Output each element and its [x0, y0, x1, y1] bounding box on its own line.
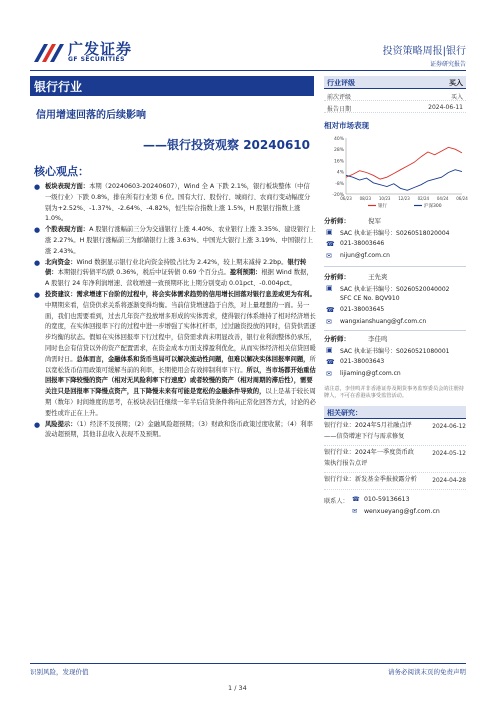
- x-tick-label: 10/23: [378, 196, 391, 201]
- analyst-role: 分析师：: [324, 217, 350, 225]
- point-lead: 板块表现方面：: [45, 183, 90, 190]
- report-subtype: 证券研究报告: [429, 61, 466, 68]
- gf-logo-icon: [30, 40, 66, 66]
- analyst-cert: SAC 执业证书编号：S0260518020004: [340, 230, 450, 237]
- related-date: 2024-05-12: [432, 451, 466, 457]
- right-column: [324, 76, 466, 524]
- contact-note: 请注意，李佳鸣并非香港证券及期货事务监察委员会的注册持牌人，不可在香港从事受监管活动。: [324, 386, 465, 399]
- point-board-performance: [34, 182, 316, 225]
- footer-slogan: 识别风险，发现价值: [30, 668, 89, 676]
- rating-label: 行业评级: [327, 79, 355, 87]
- related-heading: [324, 406, 466, 419]
- x-tick-label: 06/23: [340, 196, 352, 201]
- rating-row-date: [324, 101, 466, 113]
- series-title: ——银行投资观察 20240610: [143, 138, 310, 152]
- kv-key: 报告日期: [327, 106, 352, 113]
- relative-performance-chart: [324, 134, 466, 212]
- y-tick-label: 4%: [336, 170, 344, 176]
- bullet-icon: ●: [34, 226, 41, 235]
- point-highlight: 所以，当市场都开始重估回报率下降较慢的资产（相对无风险利率下行速度）或者较慢的资产（相对周期的滞后性），需要关注只是回报率下降慢点资产，且下降慢未来有可能是宽松的金融条件导致的，: [45, 366, 316, 396]
- page-number: 1 / 34: [228, 684, 247, 692]
- rating-value: 买入: [449, 79, 463, 87]
- phone-icon: ☎: [326, 240, 335, 248]
- analyst-sfc: SFC CE No. BQV910: [340, 295, 400, 302]
- report-type: 投资策略周报|银行: [382, 46, 466, 57]
- core-body: [34, 182, 316, 441]
- point-text: 中期期来看，信贷供求关系将逐渐变得均衡。当前信贷增速趋于自然，对上量理想的一面。另一面，我们也需要看到，过去几年资产投放增多形成的实体需求，使得银行体系维持了相对经济增长的宽度，在实体回报率下行的过程中进一步增强了实体杠杆率，过过融资投放的同时，信贷供需逐步均衡的状态。假如在实体回报率下行过程中，信贷需求尚未明显改善，银行业利润整体仍承压，同时也会有信贷以外的资产配置需求，在资金成本方面支撑盈利优化，从而实体经济相关信贷回暖尚需时日。: [45, 301, 316, 363]
- contact-label: 联系人：: [324, 497, 349, 505]
- point-text: 本期（20240603-20240607），Wind 全 A 下跌 2.1%，银行板块整体（中信一级行业）下跌 0.8%，排在所有行业第 6 位。国有大行、股份行、城商行、农商行变动幅度分别为+2.52%、-1.37%、-2.64%、-4.82%，恒生综合指数上涨 1.5%，H 股银行指数上涨 1.0%。: [45, 183, 311, 223]
- x-tick-label: 12/23: [398, 196, 410, 201]
- contact-person: [324, 494, 466, 524]
- rating-header: [324, 76, 466, 89]
- analyst-role: 分析师：: [324, 335, 350, 343]
- logo-english: GF SECURITIES: [68, 56, 125, 63]
- point-text: 所以宽松货币信用政策可缓解当前的利率，长期使用会有效抑制利率下行。: [45, 355, 316, 374]
- analyst-card-3: [324, 334, 466, 384]
- related-heading-label: 相关研究：: [327, 409, 362, 417]
- point-lead: 风险提示：: [45, 420, 77, 428]
- separator: [324, 266, 466, 267]
- point-text: Wind 数据显示银行业北向资金持股占比为 2.42%，较上期末减持 2.2bp。: [76, 258, 288, 266]
- kv-value: 买入: [450, 94, 463, 101]
- bullet-icon: ●: [34, 420, 41, 429]
- industry-banner: 银行行业: [30, 76, 314, 96]
- header-divider: [30, 70, 466, 71]
- phone-icon: ☎: [352, 495, 360, 503]
- related-title[interactable]: 银行行业：新发基金季报披露分析: [324, 476, 417, 483]
- email-icon: ✉: [352, 507, 358, 515]
- series-line-银行: [346, 147, 462, 179]
- analyst-phone: 021-38003646: [340, 240, 385, 247]
- footer-divider: [30, 663, 466, 664]
- related-date: 2024-06-12: [432, 424, 466, 430]
- point-text: 本期银行转债平均跌 0.36%，税后中证转债 0.69 个百分点。: [57, 269, 230, 277]
- point-lead: 个股表现方面：: [45, 226, 90, 234]
- y-tick-label: 16%: [333, 159, 344, 165]
- point-investment-advice: [34, 290, 316, 420]
- legend-label: 银行: [378, 204, 387, 209]
- y-tick-label: -8%: [335, 181, 344, 187]
- point-lead: 北向资金：: [45, 258, 77, 266]
- analyst-name: 李佳鸣: [368, 335, 388, 343]
- core-heading: 核心观点：: [34, 165, 89, 178]
- x-tick-label: 04/24: [436, 196, 449, 201]
- y-tick-label: -20%: [332, 193, 344, 198]
- bullet-icon: ●: [34, 183, 41, 191]
- certificate-icon: ▣: [326, 228, 333, 236]
- analyst-name: 王先爽: [368, 273, 388, 281]
- email-icon: ✉: [326, 318, 332, 326]
- analyst-role: 分析师：: [324, 273, 350, 281]
- point-risk: [34, 420, 316, 442]
- point-text: A 股银行涨幅前三分为交通银行上涨 4.40%、农业银行上涨 3.35%、建设银行上涨 2.27%。H 股银行涨幅前三为邮储银行上涨 3.63%、中国光大银行上涨 3.19%、中国银行上涨 2.43%。: [45, 226, 316, 255]
- certificate-icon: ▣: [326, 284, 333, 292]
- y-tick-label: 28%: [333, 148, 344, 154]
- email-icon: ✉: [326, 252, 332, 260]
- point-highlight: 银行转债：: [45, 258, 307, 277]
- point-highlight: 需求增速下台阶的过程中，将会实体需求趋势的信用增长回落对银行息差或更为有利。: [76, 290, 316, 298]
- page-header: [0, 0, 496, 76]
- point-lead: 投资建议：: [45, 290, 77, 298]
- point-highlight: 盈利预期：: [229, 269, 262, 277]
- analyst-cert: SAC 执业证书编号：S0260521080001: [340, 348, 450, 355]
- related-item[interactable]: [324, 473, 466, 490]
- analyst-cert: SAC 执业证书编号：S0260520040002: [340, 286, 450, 293]
- report-subtitle: 信用增速回落的后续影响: [36, 110, 146, 121]
- point-northbound: [34, 258, 316, 290]
- y-tick-label: 40%: [333, 137, 344, 142]
- analyst-phone: 021-38003645: [340, 306, 385, 313]
- analyst-card-1: [324, 216, 466, 272]
- legend-label: 沪深300: [424, 204, 442, 209]
- bullet-icon: ●: [34, 258, 41, 267]
- related-item[interactable]: [324, 446, 466, 473]
- point-highlight: 总体而言，金融体系和货币当局可以解决流动性问题，但难以解决实体回报率问题，: [76, 355, 310, 363]
- related-item[interactable]: [324, 419, 466, 446]
- series-line-沪深300: [346, 170, 462, 191]
- analyst-name: 倪军: [368, 217, 381, 225]
- email-icon: ✉: [326, 370, 332, 378]
- bullet-icon: ●: [34, 290, 41, 299]
- phone-icon: ☎: [326, 306, 335, 314]
- point-stock-performance: [34, 225, 316, 257]
- point-text: 以上是基于较长周期（数年）时间维度的思考，在板块表信任继续一年半后信贷条件将向正常化回答方式，讨论的必要性或许正在上升。: [45, 388, 316, 417]
- analyst-email[interactable]: wangxianshuang@gf.com.cn: [340, 318, 427, 325]
- footer-disclaimer[interactable]: 请务必阅读末页的免责声明: [388, 668, 466, 676]
- contact-phone: 010-59136613: [364, 495, 410, 503]
- phone-icon: ☎: [326, 358, 335, 366]
- kv-key: 前次评级: [327, 94, 352, 101]
- point-text: 根据 Wind 数据，A 股银行 24 年净利润增速、营收增速一致预期环比上期分别变动 0.01pct、-0.004pct。: [45, 269, 313, 288]
- related-title[interactable]: 银行行业：2024年一季度货币政策执行报告点评: [324, 449, 414, 467]
- x-tick-label: 06/24: [456, 196, 468, 201]
- logo-chinese: 广发证券: [68, 40, 133, 58]
- x-tick-label: 08/23: [359, 196, 372, 201]
- analyst-phone: 021-38003643: [340, 358, 385, 365]
- related-title[interactable]: 银行行业：2024年5月社融点评——信贷增速下行与需求修复: [324, 422, 412, 440]
- related-date: 2024-04-28: [432, 478, 466, 484]
- certificate-icon: ▣: [326, 346, 333, 354]
- rating-row-previous: [324, 89, 466, 101]
- x-tick-label: 02/24: [417, 196, 430, 201]
- analyst-email[interactable]: nijun@gf.com.cn: [340, 252, 390, 259]
- kv-value: 2024-06-11: [428, 104, 463, 111]
- analyst-card-2: [324, 272, 466, 334]
- analyst-email[interactable]: lijiaming@gf.com.cn: [340, 370, 401, 377]
- separator: [324, 330, 466, 331]
- point-text: （1）经济不及预期；（2）金融风险超预期；（3）财政和货币政策过度收紧；（4）利率波动超预期，其他非息收入表现不及预期。: [45, 420, 313, 439]
- performance-heading: 相对市场表现: [324, 121, 369, 130]
- contact-email[interactable]: wenxueyang@gf.com.cn: [364, 507, 440, 515]
